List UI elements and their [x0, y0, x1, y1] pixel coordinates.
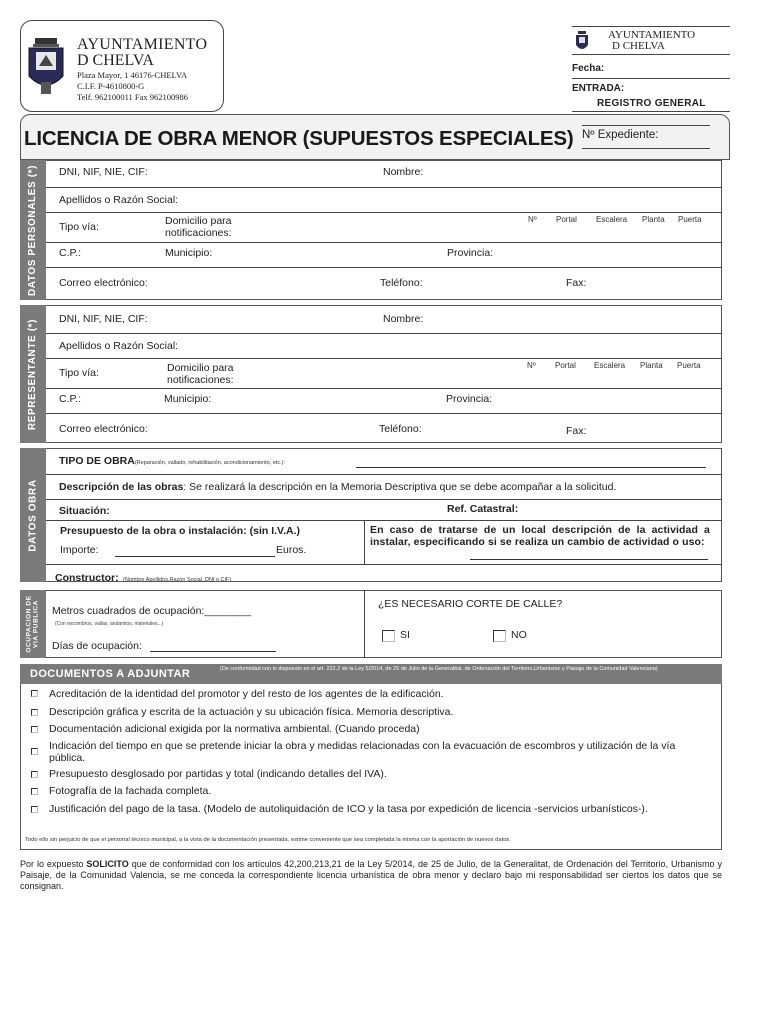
dias-field[interactable]: [150, 651, 276, 652]
doc-item-2: Descripción gráfica y escrita de la actuación y su ubicación física. Memoria descriptiva.: [49, 706, 454, 718]
row-divider: [46, 499, 722, 500]
doc-item-7: Justificación del pago de la tasa. (Modelo de autoliquidación de ICO y la tasa por expedición de licencia -servicios urbanísticos-).: [49, 803, 648, 815]
datos-obra-sidebar: [20, 448, 46, 582]
solicito-bold: SOLICITO: [86, 859, 129, 869]
tipo-obra-note: (Reparación, vallado, rehabilitación, acondicionamiento, etc.):: [134, 460, 285, 466]
tipo-obra-label: TIPO DE OBRA: [59, 455, 135, 467]
representante-sidebar: [20, 305, 46, 443]
nombre-label: Nombre:: [383, 166, 424, 178]
apellidos-field[interactable]: [195, 190, 715, 210]
corte-no-label: NO: [511, 629, 527, 641]
rep-fax-label: Fax:: [566, 425, 587, 437]
org-name-line1: AYUNTAMIENTO: [77, 36, 208, 53]
registry-rule-3: [572, 111, 730, 112]
dni-label: DNI, NIF, NIE, CIF:: [59, 166, 148, 178]
tipo-obra-row: [59, 455, 285, 467]
rep-portal-label: Portal: [555, 361, 576, 370]
rep-tipo-via-label: Tipo vía:: [59, 367, 99, 379]
importe-label: Importe:: [60, 544, 99, 556]
rep-num-label: Nº: [527, 361, 536, 370]
coat-of-arms-icon: [25, 36, 67, 98]
correo-label: Correo electrónico:: [59, 277, 148, 289]
solicito-pre: Por lo expuesto: [20, 859, 87, 869]
domicilio-field[interactable]: [270, 215, 520, 239]
representante-side-label: REPRESENTANTE (*): [27, 318, 39, 430]
dias-label: Días de ocupación:: [52, 640, 142, 652]
constructor-row: [55, 568, 231, 586]
doc-item-4: Indicación del tiempo en que se pretende iniciar la obra y medidas relacionadas con la evacuación de escombros y utilización de la vía pública.: [49, 740, 676, 764]
rep-correo-label: Correo electrónico:: [59, 423, 148, 435]
constructor-label: Constructor:: [55, 572, 119, 584]
doc-checkbox-1[interactable]: [31, 690, 38, 697]
descripcion-row: [59, 481, 616, 493]
rep-telefono-label: Teléfono:: [379, 423, 422, 435]
row-divider: [46, 267, 722, 268]
solicito-paragraph: [20, 859, 722, 892]
corte-si-label: SI: [400, 629, 410, 641]
rep-planta-label: Planta: [640, 361, 663, 370]
rep-municipio-label: Municipio:: [164, 393, 212, 405]
solicito-post: que de conformidad con los artículos 42,200,213,21 de la Ley 5/2014, de 25 de Julio, de la Generalitat, de Ordenación del Territorio, Urbanismo y Paisaje, de la Comunidad Valencia, se me conceda la correspondiente licencia urbanística de obra menor y declaro bajo mi responsabilidad ser ciertos los datos que se consignan.: [20, 859, 722, 891]
datos-obra-side-label: DATOS OBRA: [27, 478, 39, 552]
row-divider: [46, 333, 722, 334]
local-actividad-text: En caso de tratarse de un local descripción de la actividad a instalar, especificando si se realiza un cambio de actividad o uso:: [370, 524, 710, 548]
row-divider: [46, 242, 722, 243]
ocupacion-side-line1: OCUPACION DE: [26, 595, 33, 653]
datos-personales-side-label: DATOS PERSONALES (*): [27, 164, 39, 296]
doc-item-6: Fotografía de la fachada completa.: [49, 785, 212, 797]
registry-top-rule: [572, 26, 730, 27]
ref-catastral-label: Ref. Catastral:: [447, 503, 519, 515]
org-phone: Telf. 962100011 Fax 962100986: [77, 92, 188, 102]
corte-no-checkbox[interactable]: [493, 630, 506, 642]
situacion-field[interactable]: [125, 502, 425, 518]
rep-puerta-label: Puerta: [677, 361, 701, 370]
row-divider: [46, 564, 722, 565]
rep-apellidos-label: Apellidos o Razón Social:: [59, 340, 179, 352]
domicilio-label: Domicilio para notificaciones:: [165, 215, 232, 239]
portal-label: Portal: [556, 215, 577, 224]
rep-dni-label: DNI, NIF, NIE, CIF:: [59, 313, 148, 325]
documentos-footnote: Todo ello sin perjuicio de que el personal técnico municipal, a la vista de la documentación presentada, estime conveniente que sea completada la misma con la aportación de nuevos datos.: [25, 837, 511, 843]
row-divider: [46, 187, 722, 188]
telefono-label: Teléfono:: [380, 277, 423, 289]
datos-personales-sidebar: [20, 160, 46, 300]
fecha-label: Fecha:: [572, 63, 605, 74]
provincia-label: Provincia:: [447, 247, 494, 259]
rep-domicilio-label: Domicilio para notificaciones:: [167, 362, 234, 386]
corte-calle-question: ¿ES NECESARIO CORTE DE CALLE?: [378, 598, 563, 610]
planta-label: Planta: [642, 215, 665, 224]
num-label: Nº: [528, 215, 537, 224]
tipo-via-label: Tipo vía:: [59, 221, 99, 233]
page-title: LICENCIA DE OBRA MENOR (SUPUESTOS ESPECIALES): [24, 127, 574, 150]
fax-label: Fax:: [566, 277, 587, 289]
doc-checkbox-4[interactable]: [31, 748, 38, 755]
municipio-label: Municipio:: [165, 247, 213, 259]
situacion-label: Situación:: [59, 505, 110, 517]
expediente-label: Nº Expediente:: [582, 129, 659, 141]
row-divider: [46, 413, 722, 414]
coat-of-arms-small-icon: [575, 31, 589, 53]
escalera-label: Escalera: [596, 215, 628, 224]
ocupacion-sidebar: [20, 590, 46, 658]
rep-cp-label: C.P.:: [59, 393, 81, 405]
col-divider: [364, 590, 365, 658]
row-divider: [46, 520, 722, 521]
org-cif: C.I.F. P-4610800-G: [77, 81, 145, 91]
doc-item-5: Presupuesto desglosado por partidas y total (indicando detalles del IVA).: [49, 768, 387, 780]
doc-checkbox-5[interactable]: [31, 771, 38, 778]
registry-rule-1: [572, 54, 730, 55]
apellidos-label: Apellidos o Razón Social:: [59, 194, 179, 206]
documentos-title: DOCUMENTOS A ADJUNTAR: [30, 668, 191, 680]
euros-label: Euros.: [276, 544, 307, 556]
doc-checkbox-7[interactable]: [31, 806, 38, 813]
registry-rule-2: [572, 78, 730, 79]
rep-escalera-label: Escalera: [594, 361, 626, 370]
metros-note: (Con escombros, vallas, andamios, materiales...): [55, 621, 164, 627]
doc-checkbox-3[interactable]: [31, 726, 38, 733]
descripcion-label: Descripción de las obras: [59, 481, 184, 493]
expediente-rule-bottom: [582, 148, 710, 149]
cp-label: C.P.:: [59, 247, 81, 259]
descripcion-text: : Se realizará la descripción en la Memoria Descriptiva que se debe acompañar a la solicitud.: [183, 481, 617, 493]
metros-label: Metros cuadrados de ocupación:________: [52, 605, 252, 617]
doc-checkbox-2[interactable]: [31, 709, 38, 716]
nombre-field[interactable]: [432, 163, 717, 183]
row-divider: [46, 388, 722, 389]
row-divider: [46, 358, 722, 359]
dni-field[interactable]: [165, 163, 375, 183]
doc-checkbox-6[interactable]: [31, 788, 38, 795]
ocupacion-side-line2: VIA PUBLICA: [33, 600, 40, 648]
corte-si-checkbox[interactable]: [382, 630, 395, 642]
presupuesto-label: Presupuesto de la obra o instalación: (sin I.V.A.): [60, 525, 300, 537]
col-divider: [364, 520, 365, 564]
row-divider: [46, 212, 722, 213]
rep-nombre-label: Nombre:: [383, 313, 424, 325]
importe-field[interactable]: [115, 556, 275, 557]
registro-general-label: REGISTRO GENERAL: [597, 98, 706, 109]
tipo-obra-field[interactable]: [356, 467, 706, 468]
constructor-note: (Nombre Apellidos,Razón Social, DNI o CIF): [123, 577, 232, 583]
doc-item-3: Documentación adicional exigida por la normativa ambiental. (Cuando proceda): [49, 723, 420, 735]
entrada-label: ENTRADA:: [572, 83, 625, 94]
row-divider: [46, 474, 722, 475]
org-address: Plaza Mayor, 1 46176-CHELVA: [77, 70, 188, 80]
expediente-rule-top: [582, 125, 710, 126]
registry-org-line2: D CHELVA: [612, 40, 665, 52]
org-name-line2: D CHELVA: [77, 52, 154, 69]
doc-item-1: Acreditación de la identidad del promotor y del resto de los agentes de la edificación.: [49, 688, 444, 700]
registry-org-line1: AYUNTAMIENTO: [608, 29, 696, 41]
documentos-note: (De conformidad con lo dispuesto en el art. 222.2 de la Ley 5/2014, de 25 de Julio de la Generalitat, de Ordenación del Territorio,Urbanismo y Paisaje de la Comunidad Valenciana): [220, 666, 658, 672]
puerta-label: Puerta: [678, 215, 702, 224]
rep-provincia-label: Provincia:: [446, 393, 493, 405]
actividad-field[interactable]: [470, 559, 708, 560]
